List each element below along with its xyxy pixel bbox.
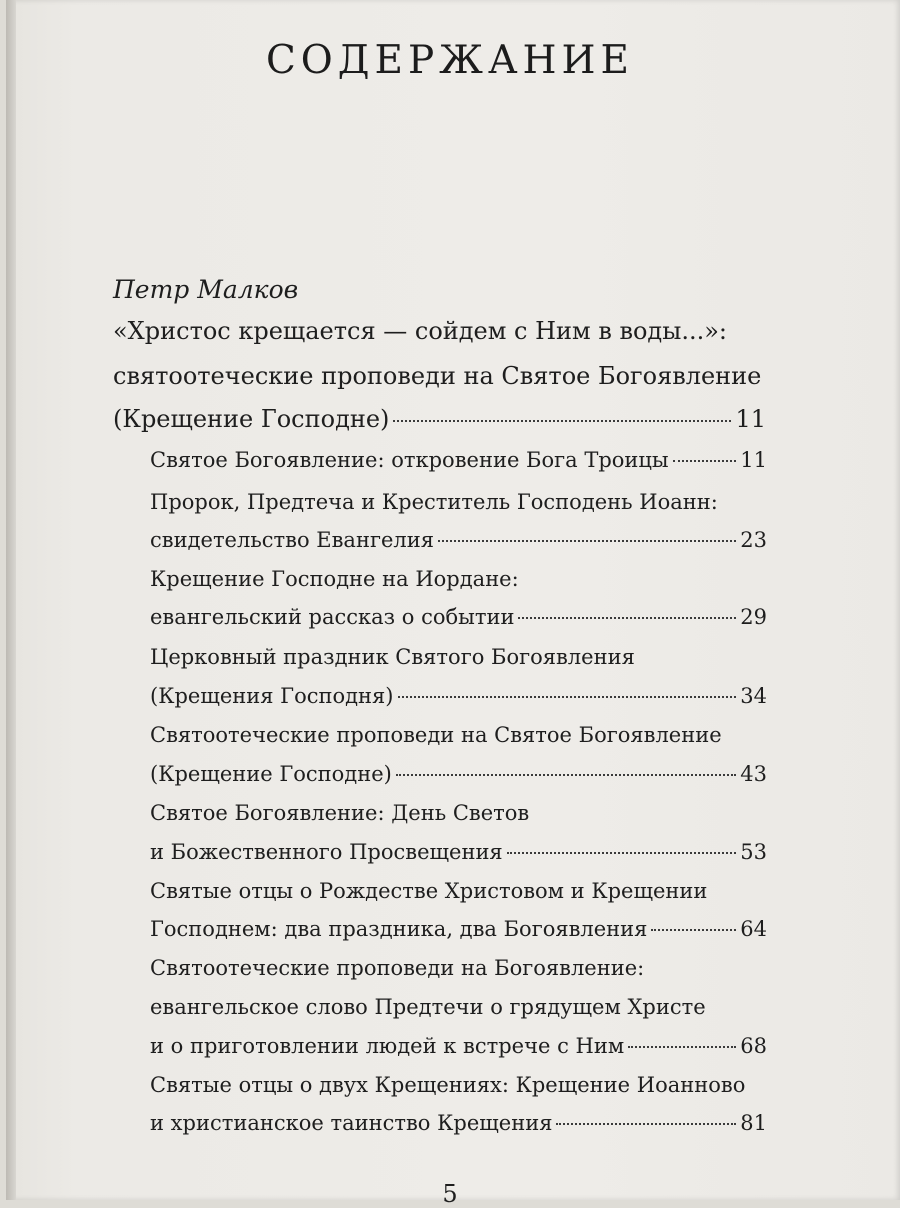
- main-entry-line-2: святоотеческие проповеди на Святое Богоявление: [113, 362, 762, 390]
- toc-entry[interactable]: [150, 528, 767, 552]
- page-number: 34: [740, 684, 767, 708]
- page-number: 68: [740, 1034, 767, 1058]
- entry-title-line: Святые отцы о двух Крещениях: Крещение Иоанново: [150, 1073, 746, 1097]
- entry-title-line: евангельское слово Предтечи о грядущем Христе: [150, 995, 706, 1019]
- page-number: 29: [740, 605, 767, 629]
- entry-title: евангельский рассказ о событии: [150, 605, 515, 629]
- dot-leader: [396, 774, 736, 776]
- entry-title: свидетельство Евангелия: [150, 528, 434, 552]
- main-entry-last-line: (Крещение Господне): [113, 405, 390, 433]
- toc-entry[interactable]: [150, 1111, 767, 1135]
- dot-leader: [673, 460, 737, 462]
- dot-leader: [398, 696, 737, 698]
- toc-entry[interactable]: [150, 684, 767, 708]
- page-number: 43: [740, 762, 767, 786]
- dot-leader: [393, 420, 731, 422]
- entry-title-line: Святоотеческие проповеди на Богоявление:: [150, 956, 645, 980]
- entry-title: Господнем: два праздника, два Богоявления: [150, 917, 648, 941]
- toc-entry[interactable]: [150, 917, 767, 941]
- dot-leader: [628, 1046, 736, 1048]
- page-number: 23: [740, 528, 767, 552]
- entry-title: (Крещение Господне): [150, 762, 392, 786]
- dot-leader: [651, 929, 736, 931]
- main-entry-line-1: «Христос крещается — сойдем с Ним в воды...»:: [113, 317, 727, 345]
- entry-title: (Крещения Господня): [150, 684, 394, 708]
- toc-entry[interactable]: [150, 1034, 767, 1058]
- toc-entry[interactable]: [150, 448, 767, 472]
- dot-leader: [507, 852, 737, 854]
- page-gutter: [6, 0, 16, 1200]
- page-folio: 5: [442, 1180, 458, 1208]
- page-number: 81: [740, 1111, 767, 1135]
- entry-title-line: Святые отцы о Рождестве Христовом и Крещении: [150, 879, 708, 903]
- contents-heading: СОДЕРЖАНИЕ: [265, 38, 635, 83]
- toc-entry[interactable]: [150, 762, 767, 786]
- dot-leader: [518, 617, 736, 619]
- entry-title-line: Святое Богоявление: День Светов: [150, 801, 530, 825]
- author-name: Петр Малков: [113, 275, 299, 304]
- toc-entry[interactable]: [150, 605, 767, 629]
- entry-title-line: Святоотеческие проповеди на Святое Богоявление: [150, 723, 722, 747]
- entry-title-line: Церковный праздник Святого Богоявления: [150, 645, 635, 669]
- entry-title: и христианское таинство Крещения: [150, 1111, 553, 1135]
- entry-title: Святое Богоявление: откровение Бога Троицы: [150, 448, 669, 472]
- page-number: 11: [740, 448, 767, 472]
- dot-leader: [556, 1123, 736, 1125]
- entry-title-line: Крещение Господне на Иордане:: [150, 567, 519, 591]
- toc-entry[interactable]: [150, 840, 767, 864]
- toc-entry-main[interactable]: [113, 405, 766, 433]
- book-page: [6, 0, 900, 1200]
- dot-leader: [438, 540, 736, 542]
- entry-title: и о приготовлении людей к встрече с Ним: [150, 1034, 625, 1058]
- entry-title: и Божественного Просвещения: [150, 840, 503, 864]
- entry-title-line: Пророк, Предтеча и Креститель Господень Иоанн:: [150, 490, 718, 514]
- page-number: 64: [740, 917, 767, 941]
- page-number: 11: [735, 405, 766, 433]
- page-number: 53: [740, 840, 767, 864]
